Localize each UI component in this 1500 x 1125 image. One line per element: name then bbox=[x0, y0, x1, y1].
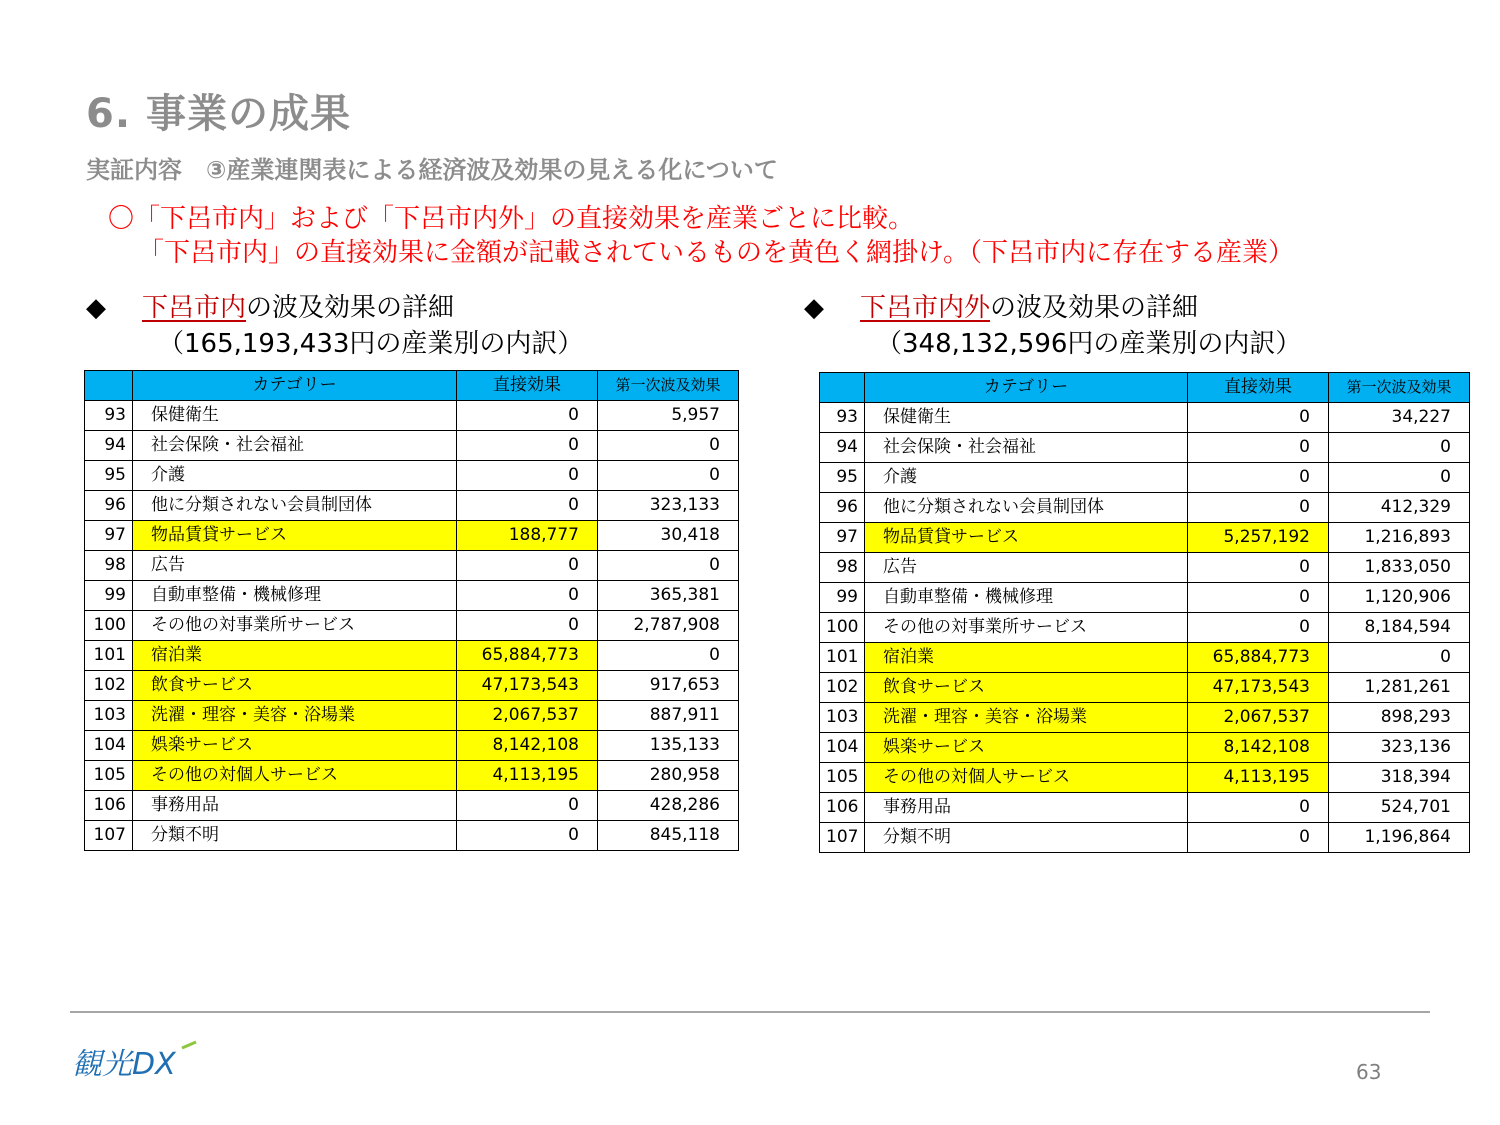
page-title: 6. 事業の成果 bbox=[86, 91, 351, 137]
row-number: 96 bbox=[820, 493, 865, 523]
row-first-ripple-effect: 0 bbox=[598, 461, 739, 491]
logo-text: 観光DX bbox=[72, 1047, 176, 1082]
row-number: 102 bbox=[820, 673, 865, 703]
row-category: 分類不明 bbox=[865, 823, 1188, 853]
row-number: 97 bbox=[85, 521, 133, 551]
row-category: 他に分類されない会員制団体 bbox=[133, 491, 457, 521]
row-category: 宿泊業 bbox=[865, 643, 1188, 673]
row-number: 100 bbox=[85, 611, 133, 641]
table-row bbox=[85, 581, 739, 611]
row-first-ripple-effect: 1,196,864 bbox=[1329, 823, 1470, 853]
row-number: 104 bbox=[820, 733, 865, 763]
row-first-ripple-effect: 135,133 bbox=[598, 731, 739, 761]
row-category: 社会保険・社会福祉 bbox=[865, 433, 1188, 463]
row-direct-effect: 0 bbox=[1188, 553, 1329, 583]
left-effects-table bbox=[84, 370, 739, 851]
row-number: 93 bbox=[85, 401, 133, 431]
kanko-dx-logo bbox=[70, 1040, 200, 1084]
row-number: 93 bbox=[820, 403, 865, 433]
row-direct-effect: 0 bbox=[457, 791, 598, 821]
page-number: 63 bbox=[1356, 1060, 1382, 1084]
row-first-ripple-effect: 5,957 bbox=[598, 401, 739, 431]
table-row bbox=[820, 463, 1470, 493]
row-direct-effect: 65,884,773 bbox=[1188, 643, 1329, 673]
table-row bbox=[85, 701, 739, 731]
row-category: その他の対個人サービス bbox=[133, 761, 457, 791]
row-direct-effect: 0 bbox=[1188, 793, 1329, 823]
row-direct-effect: 5,257,192 bbox=[1188, 523, 1329, 553]
table-row bbox=[85, 551, 739, 581]
row-category: 広告 bbox=[865, 553, 1188, 583]
row-category: 洗濯・理容・美容・浴場業 bbox=[865, 703, 1188, 733]
row-number: 105 bbox=[85, 761, 133, 791]
row-direct-effect: 0 bbox=[457, 611, 598, 641]
row-category: 介護 bbox=[865, 463, 1188, 493]
row-first-ripple-effect: 2,787,908 bbox=[598, 611, 739, 641]
row-first-ripple-effect: 0 bbox=[598, 551, 739, 581]
row-category: 自動車整備・機械修理 bbox=[865, 583, 1188, 613]
row-direct-effect: 0 bbox=[1188, 493, 1329, 523]
row-category: その他の対事業所サービス bbox=[865, 613, 1188, 643]
row-category: その他の対事業所サービス bbox=[133, 611, 457, 641]
row-number: 95 bbox=[820, 463, 865, 493]
row-direct-effect: 0 bbox=[1188, 463, 1329, 493]
row-category: 物品賃貸サービス bbox=[865, 523, 1188, 553]
row-direct-effect: 188,777 bbox=[457, 521, 598, 551]
row-first-ripple-effect: 323,133 bbox=[598, 491, 739, 521]
row-first-ripple-effect: 412,329 bbox=[1329, 493, 1470, 523]
table-row bbox=[820, 643, 1470, 673]
row-first-ripple-effect: 0 bbox=[1329, 463, 1470, 493]
table-row bbox=[85, 521, 739, 551]
row-category: 宿泊業 bbox=[133, 641, 457, 671]
row-category: 娯楽サービス bbox=[865, 733, 1188, 763]
row-number: 97 bbox=[820, 523, 865, 553]
table-row bbox=[85, 641, 739, 671]
table-row bbox=[820, 433, 1470, 463]
row-first-ripple-effect: 323,136 bbox=[1329, 733, 1470, 763]
row-number: 95 bbox=[85, 461, 133, 491]
row-first-ripple-effect: 845,118 bbox=[598, 821, 739, 851]
table-row bbox=[820, 763, 1470, 793]
row-first-ripple-effect: 34,227 bbox=[1329, 403, 1470, 433]
row-first-ripple-effect: 0 bbox=[598, 641, 739, 671]
row-category: 事務用品 bbox=[865, 793, 1188, 823]
table-row bbox=[85, 431, 739, 461]
row-category: 飲食サービス bbox=[865, 673, 1188, 703]
table-row bbox=[820, 673, 1470, 703]
row-category: 保健衛生 bbox=[133, 401, 457, 431]
column-header-number bbox=[820, 373, 865, 403]
row-category: 事務用品 bbox=[133, 791, 457, 821]
row-direct-effect: 0 bbox=[1188, 433, 1329, 463]
row-first-ripple-effect: 1,120,906 bbox=[1329, 583, 1470, 613]
diamond-bullet-icon: ◆ bbox=[804, 293, 824, 323]
row-category: その他の対個人サービス bbox=[865, 763, 1188, 793]
note-line-1: 〇「下呂市内」および「下呂市内外」の直接効果を産業ごとに比較。 bbox=[108, 204, 915, 234]
row-direct-effect: 8,142,108 bbox=[1188, 733, 1329, 763]
table-header-row bbox=[85, 371, 739, 401]
row-category: 社会保険・社会福祉 bbox=[133, 431, 457, 461]
table-row bbox=[820, 793, 1470, 823]
row-number: 94 bbox=[820, 433, 865, 463]
row-number: 103 bbox=[820, 703, 865, 733]
row-category: 他に分類されない会員制団体 bbox=[865, 493, 1188, 523]
row-number: 99 bbox=[85, 581, 133, 611]
left-area-name: 下呂市内 bbox=[142, 293, 247, 323]
row-number: 104 bbox=[85, 731, 133, 761]
row-category: 自動車整備・機械修理 bbox=[133, 581, 457, 611]
table-row bbox=[820, 613, 1470, 643]
row-direct-effect: 0 bbox=[457, 581, 598, 611]
diamond-bullet-icon: ◆ bbox=[86, 293, 106, 323]
row-direct-effect: 4,113,195 bbox=[457, 761, 598, 791]
row-first-ripple-effect: 1,216,893 bbox=[1329, 523, 1470, 553]
row-number: 94 bbox=[85, 431, 133, 461]
table-row bbox=[85, 401, 739, 431]
row-direct-effect: 0 bbox=[1188, 583, 1329, 613]
right-effects-table bbox=[819, 372, 1470, 853]
note-line-2: 「下呂市内」の直接効果に金額が記載されているものを黄色く網掛け。（下呂市内に存在する産業） bbox=[138, 238, 1294, 268]
row-category: 広告 bbox=[133, 551, 457, 581]
column-header-direct: 直接効果 bbox=[457, 371, 598, 401]
column-header-number bbox=[85, 371, 133, 401]
row-number: 107 bbox=[820, 823, 865, 853]
row-direct-effect: 2,067,537 bbox=[1188, 703, 1329, 733]
row-first-ripple-effect: 887,911 bbox=[598, 701, 739, 731]
row-first-ripple-effect: 524,701 bbox=[1329, 793, 1470, 823]
row-direct-effect: 0 bbox=[457, 491, 598, 521]
row-direct-effect: 2,067,537 bbox=[457, 701, 598, 731]
row-first-ripple-effect: 428,286 bbox=[598, 791, 739, 821]
row-first-ripple-effect: 1,281,261 bbox=[1329, 673, 1470, 703]
table-row bbox=[85, 761, 739, 791]
row-category: 介護 bbox=[133, 461, 457, 491]
row-direct-effect: 0 bbox=[457, 551, 598, 581]
row-first-ripple-effect: 917,653 bbox=[598, 671, 739, 701]
table-row bbox=[820, 733, 1470, 763]
row-category: 保健衛生 bbox=[865, 403, 1188, 433]
row-number: 98 bbox=[820, 553, 865, 583]
row-category: 分類不明 bbox=[133, 821, 457, 851]
footer-divider bbox=[70, 1011, 1430, 1013]
row-number: 106 bbox=[820, 793, 865, 823]
row-direct-effect: 4,113,195 bbox=[1188, 763, 1329, 793]
row-direct-effect: 0 bbox=[457, 821, 598, 851]
row-direct-effect: 0 bbox=[457, 461, 598, 491]
row-number: 101 bbox=[85, 641, 133, 671]
row-number: 105 bbox=[820, 763, 865, 793]
row-number: 103 bbox=[85, 701, 133, 731]
row-category: 娯楽サービス bbox=[133, 731, 457, 761]
column-header-direct: 直接効果 bbox=[1188, 373, 1329, 403]
table-row bbox=[85, 671, 739, 701]
row-first-ripple-effect: 365,381 bbox=[598, 581, 739, 611]
row-first-ripple-effect: 0 bbox=[598, 431, 739, 461]
table-row bbox=[820, 493, 1470, 523]
left-heading-total: （165,193,433円の産業別の内訳） bbox=[158, 329, 584, 359]
table-row bbox=[85, 461, 739, 491]
row-first-ripple-effect: 280,958 bbox=[598, 761, 739, 791]
table-row bbox=[820, 403, 1470, 433]
table-row bbox=[820, 823, 1470, 853]
table-row bbox=[85, 611, 739, 641]
column-header-category: カテゴリー bbox=[133, 371, 457, 401]
table-row bbox=[85, 791, 739, 821]
row-number: 99 bbox=[820, 583, 865, 613]
table-row bbox=[85, 731, 739, 761]
row-first-ripple-effect: 0 bbox=[1329, 643, 1470, 673]
left-heading-text: の波及効果の詳細 bbox=[246, 293, 455, 323]
table-header-row bbox=[820, 373, 1470, 403]
page-subtitle: 実証内容 ③産業連関表による経済波及効果の見える化について bbox=[86, 156, 778, 184]
row-number: 106 bbox=[85, 791, 133, 821]
row-first-ripple-effect: 30,418 bbox=[598, 521, 739, 551]
row-number: 102 bbox=[85, 671, 133, 701]
table-row bbox=[820, 523, 1470, 553]
row-first-ripple-effect: 8,184,594 bbox=[1329, 613, 1470, 643]
row-direct-effect: 47,173,543 bbox=[1188, 673, 1329, 703]
column-header-first-ripple: 第一次波及効果 bbox=[598, 371, 739, 401]
right-area-name: 下呂市内外 bbox=[860, 293, 991, 323]
row-first-ripple-effect: 898,293 bbox=[1329, 703, 1470, 733]
column-header-first-ripple: 第一次波及効果 bbox=[1329, 373, 1470, 403]
row-category: 物品賃貸サービス bbox=[133, 521, 457, 551]
left-section-heading bbox=[86, 290, 583, 362]
row-category: 飲食サービス bbox=[133, 671, 457, 701]
row-direct-effect: 0 bbox=[1188, 823, 1329, 853]
row-first-ripple-effect: 318,394 bbox=[1329, 763, 1470, 793]
table-row bbox=[820, 553, 1470, 583]
row-direct-effect: 8,142,108 bbox=[457, 731, 598, 761]
row-direct-effect: 0 bbox=[457, 431, 598, 461]
row-direct-effect: 0 bbox=[1188, 403, 1329, 433]
row-number: 96 bbox=[85, 491, 133, 521]
row-number: 107 bbox=[85, 821, 133, 851]
table-row bbox=[85, 491, 739, 521]
row-direct-effect: 65,884,773 bbox=[457, 641, 598, 671]
right-heading-text: の波及効果の詳細 bbox=[990, 293, 1199, 323]
right-heading-total: （348,132,596円の産業別の内訳） bbox=[876, 329, 1302, 359]
table-row bbox=[820, 583, 1470, 613]
row-direct-effect: 0 bbox=[1188, 613, 1329, 643]
row-first-ripple-effect: 1,833,050 bbox=[1329, 553, 1470, 583]
row-number: 101 bbox=[820, 643, 865, 673]
row-number: 98 bbox=[85, 551, 133, 581]
row-direct-effect: 47,173,543 bbox=[457, 671, 598, 701]
column-header-category: カテゴリー bbox=[865, 373, 1188, 403]
row-category: 洗濯・理容・美容・浴場業 bbox=[133, 701, 457, 731]
row-number: 100 bbox=[820, 613, 865, 643]
table-row bbox=[85, 821, 739, 851]
row-first-ripple-effect: 0 bbox=[1329, 433, 1470, 463]
row-direct-effect: 0 bbox=[457, 401, 598, 431]
right-section-heading bbox=[804, 290, 1301, 362]
table-row bbox=[820, 703, 1470, 733]
